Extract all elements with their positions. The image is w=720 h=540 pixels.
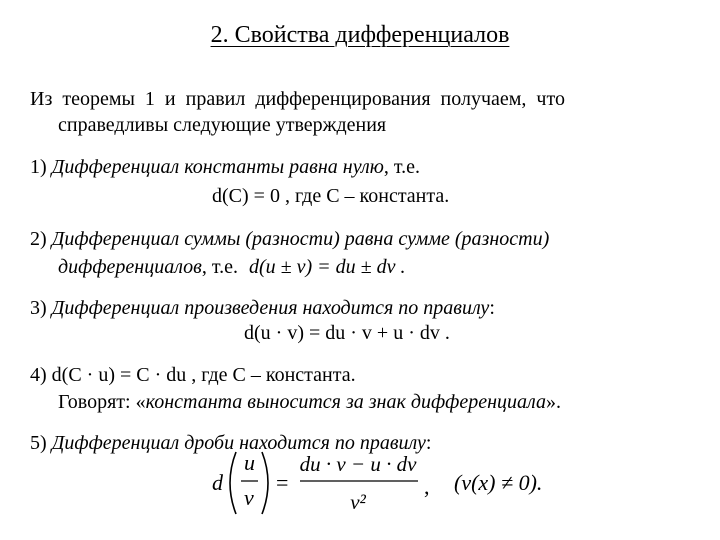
item-2-italic-text-2: дифференциалов [58, 256, 202, 278]
item-5-italic-text: Дифференциал дроби находится по правилу [51, 432, 426, 454]
item-4-formula: d(C · u) = C · du , где C – константа. [51, 364, 356, 386]
item-4-suffix: ». [545, 391, 561, 413]
formula-condition: (v(x) ≠ 0). [454, 470, 543, 495]
formula-comma: , [424, 474, 430, 499]
item-2-rest-text: , т.е. [201, 256, 238, 278]
item-1-formula: d(C) = 0 , где C – константа. [212, 185, 450, 207]
intro-line-1: Из теоремы 1 и правил дифференцирования получаем, что [30, 88, 565, 110]
item-3-italic-text: Дифференциал произведения находится по правилу [51, 297, 490, 319]
item-3-number: 3) [30, 297, 47, 319]
right-paren [262, 452, 268, 514]
formula-v: v [244, 485, 254, 510]
item-3-formula: d(u · v) = du · v + u · dv . [244, 322, 450, 344]
item-4-number: 4) [30, 364, 47, 386]
formula-u: u [244, 450, 255, 475]
item-1-italic-text: Дифференциал константы равна нулю [51, 156, 384, 178]
item-1-rest-text: , т.е. [383, 156, 420, 178]
formula-numerator: du · v − u · dv [299, 452, 417, 476]
item-3-rest-text: : [489, 297, 495, 319]
left-paren [230, 452, 236, 514]
item-2-number: 2) [30, 228, 47, 250]
item-5-rest-text: : [425, 432, 432, 454]
intro-line-2: справедливы следующие утверждения [58, 114, 387, 136]
item-2-formula: d(u ± v) = du ± dv . [248, 256, 406, 278]
formula-equals: = [276, 470, 289, 495]
item-1-number: 1) [30, 156, 47, 178]
formula-d: d [212, 470, 223, 495]
slide-title: 2. Свойства дифференциалов [210, 22, 510, 48]
item-2-italic-text: Дифференциал суммы (разности) равна сумме (разности) [51, 228, 550, 250]
item-4-italic-text: константа выносится за знак дифференциала [145, 391, 546, 413]
formula-denominator: v² [350, 490, 366, 514]
item-4-prefix: Говорят: « [58, 391, 146, 413]
item-5-number: 5) [30, 432, 47, 454]
